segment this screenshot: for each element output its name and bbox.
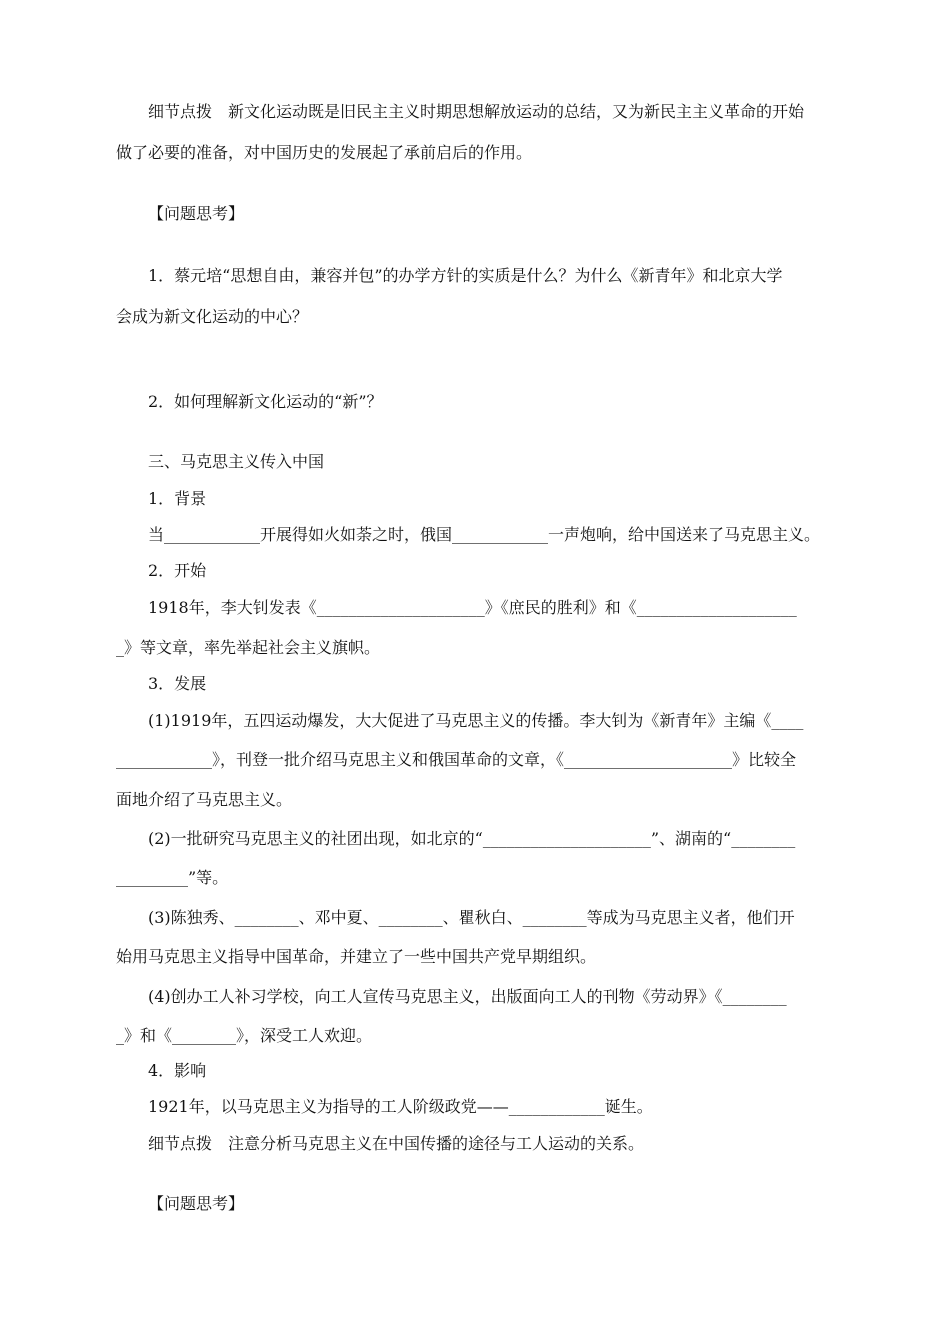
section-title: 三、马克思主义传入中国	[148, 452, 325, 471]
fill-blank-line: 1921年，以马克思主义为指导的工人阶级政党——____________诞生。	[148, 1097, 653, 1116]
fill-blank-line: 当____________开展得如火如荼之时，俄国____________一声炮响，给中国送来了马克思主义。	[148, 525, 821, 544]
question-text: 1．蔡元培“思想自由，兼容并包”的办学方针的实质是什么？为什么《新青年》和北京大学	[148, 266, 783, 285]
fill-blank-line: 面地介绍了马克思主义。	[116, 790, 293, 809]
fill-blank-line: (3)陈独秀、________、邓中夏、________、瞿秋白、________等成为马克思主义者，他们开	[148, 908, 795, 927]
question-heading: 【问题思考】	[148, 1194, 245, 1213]
fill-blank-line: _》等文章，率先举起社会主义旗帜。	[116, 638, 381, 657]
fill-blank-line: 1918年，李大钊发表《_____________________》《庶民的胜利》和《____________________	[148, 598, 797, 617]
subsection-heading: 2．开始	[148, 561, 207, 580]
fill-blank-line: ____________》，刊登一批介绍马克思主义和俄国革命的文章，《_____________________》比较全	[116, 750, 797, 769]
detail-tip-line: 细节点拨 新文化运动既是旧民主主义时期思想解放运动的总结，又为新民主主义革命的开始	[148, 102, 805, 121]
fill-blank-line: (1)1919年，五四运动爆发，大大促进了马克思主义的传播。李大钊为《新青年》主编《____	[148, 711, 804, 730]
fill-blank-line: 始用马克思主义指导中国革命，并建立了一些中国共产党早期组织。	[116, 947, 597, 966]
detail-tip-line: 做了必要的准备，对中国历史的发展起了承前启后的作用。	[116, 143, 533, 162]
subsection-heading: 1．背景	[148, 489, 207, 508]
fill-blank-line: _》和《________》，深受工人欢迎。	[116, 1026, 373, 1045]
subsection-heading: 4．影响	[148, 1061, 207, 1080]
fill-blank-line: (4)创办工人补习学校，向工人宣传马克思主义，出版面向工人的刊物《劳动界》《________	[148, 987, 787, 1006]
subsection-heading: 3．发展	[148, 674, 207, 693]
question-text: 2．如何理解新文化运动的“新”？	[148, 392, 383, 411]
fill-blank-line: _________”等。	[116, 868, 229, 887]
question-text: 会成为新文化运动的中心？	[116, 307, 309, 326]
detail-tip-line: 细节点拨 注意分析马克思主义在中国传播的途径与工人运动的关系。	[148, 1134, 645, 1153]
question-heading: 【问题思考】	[148, 204, 245, 223]
fill-blank-line: (2)一批研究马克思主义的社团出现，如北京的“_____________________”、湖南的“________	[148, 829, 796, 848]
